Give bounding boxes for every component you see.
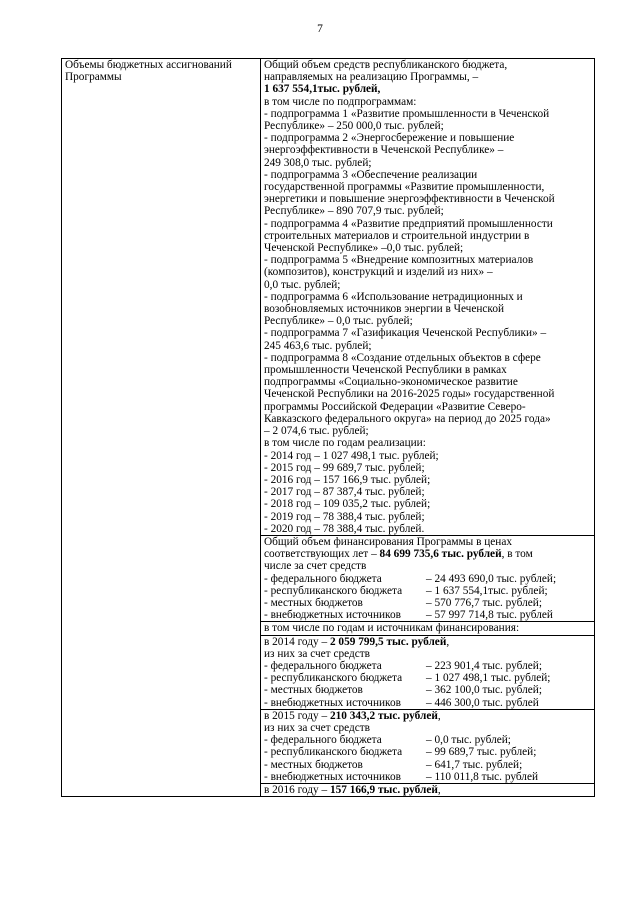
section-year-2014	[261, 635, 595, 709]
by-years-heading: в том числе по годам и источникам финансирования:	[264, 622, 520, 635]
subprogram-line: 249 308,0 тыс. рублей;	[264, 156, 372, 169]
funding-source-line	[264, 759, 591, 771]
year-line: - 2015 год – 99 689,7 тыс. рублей;	[264, 461, 425, 474]
subprogram-line: – 2 074,6 тыс. рублей;	[264, 425, 369, 438]
text-line: направляемых на реализацию Программы, –	[264, 71, 479, 84]
subprograms-intro: в том числе по подпрограммам:	[264, 95, 417, 108]
budget-table	[61, 58, 595, 797]
subprogram-line: - подпрограмма 2 «Энергосбережение и повышение	[264, 132, 515, 145]
total-republic: 1 637 554,1тыс. рублей,	[264, 83, 381, 96]
subprogram-line: - подпрограмма 5 «Внедрение композитных материалов	[264, 254, 534, 267]
funding-source-label: - республиканского бюджета	[264, 746, 403, 759]
funding-source-value: – 1 027 498,1 тыс. рублей;	[426, 672, 551, 685]
subprogram-line: 0,0 тыс. рублей;	[264, 278, 341, 291]
funding-source-line	[264, 684, 591, 696]
total-line-3: числе за счет средств	[264, 560, 367, 573]
text-line: Общий объем средств республиканского бюджета,	[264, 59, 508, 71]
total-amount: 84 699 735,6 тыс. рублей	[379, 548, 502, 561]
year-2016-header: в 2016 году – 157 166,9 тыс. рублей,	[264, 783, 441, 796]
year-line: - 2014 год – 1 027 498,1 тыс. рублей;	[264, 449, 439, 462]
funding-source-line	[264, 697, 591, 709]
subprogram-line: - подпрограмма 8 «Создание отдельных объектов в сфере	[264, 351, 541, 364]
funding-source-label: - республиканского бюджета	[264, 672, 403, 685]
funding-source-line	[264, 573, 591, 585]
funding-source-value: – 362 100,0 тыс. рублей;	[426, 684, 542, 697]
funding-source-label: - местных бюджетов	[264, 758, 363, 771]
row-label: Объемы бюджетных ассигнований Программы	[65, 59, 232, 84]
year-line: - 2017 год – 87 387,4 тыс. рублей;	[264, 486, 425, 499]
funding-source-line	[264, 771, 591, 783]
page-number: 7	[317, 23, 323, 35]
year-line: - 2016 год – 157 166,9 тыс. рублей;	[264, 473, 431, 486]
subprogram-line: энергоэффективности в Чеченской Республике» –	[264, 144, 504, 157]
funding-source-line	[264, 585, 591, 597]
funding-source-label: - внебюджетных источников	[264, 609, 401, 622]
year-2014-header: в 2014 году – 2 059 799,5 тыс. рублей,	[264, 635, 450, 648]
funding-source-value: – 57 997 714,8 тыс. рублей	[426, 609, 553, 622]
funding-source-line	[264, 672, 591, 684]
funding-source-line	[264, 597, 591, 609]
funding-source-label: - республиканского бюджета	[264, 584, 403, 597]
subprogram-line: Чеченской Республики на 2016-2025 годы» государственной	[264, 388, 555, 401]
funding-source-value: – 223 901,4 тыс. рублей;	[426, 659, 542, 672]
funding-source-line	[264, 609, 591, 621]
year-line: - 2019 год – 78 388,4 тыс. рублей;	[264, 510, 425, 523]
subprogram-line: - подпрограмма 7 «Газификация Чеченской Республики» –	[264, 327, 547, 340]
year-2014-sub: из них за счет средств	[264, 647, 371, 660]
funding-source-line	[264, 746, 591, 758]
funding-source-line	[264, 734, 591, 746]
year-2015-sub: из них за счет средств	[264, 721, 371, 734]
row-label-cell	[62, 59, 261, 797]
funding-source-label: - внебюджетных источников	[264, 770, 401, 783]
funding-source-value: – 446 300,0 тыс. рублей	[426, 696, 539, 709]
subprogram-line: подпрограммы «Социально-экономическое развитие	[264, 376, 518, 389]
subprogram-line: Республике» – 890 707,9 тыс. рублей;	[264, 205, 444, 218]
subprogram-line: промышленности Чеченской Республики в рамках	[264, 364, 507, 377]
funding-source-value: – 24 493 690,0 тыс. рублей;	[426, 572, 557, 585]
total-line-1: Общий объем финансирования Программы в ценах	[264, 535, 512, 548]
subprogram-line: строительных материалов и строительной индустрии в	[264, 229, 530, 242]
subprogram-line: Чеченской Республике» –0,0 тыс. рублей;	[264, 242, 464, 255]
section-year-2016	[261, 783, 595, 796]
section-by-years-heading	[261, 622, 595, 635]
subprogram-line: Республике» – 0,0 тыс. рублей;	[264, 315, 413, 328]
subprogram-line: - подпрограмма 1 «Развитие промышленности в Чеченской	[264, 107, 550, 120]
funding-source-label: - внебюджетных источников	[264, 696, 401, 709]
subprogram-line: - подпрограмма 4 «Развитие предприятий промышленности	[264, 217, 553, 230]
subprogram-line: (композитов), конструкций и изделий из них» –	[264, 266, 493, 279]
funding-source-value: – 1 637 554,1тыс. рублей;	[426, 584, 548, 597]
funding-source-label: - федерального бюджета	[264, 659, 382, 672]
funding-source-value: – 570 776,7 тыс. рублей;	[426, 596, 542, 609]
years-intro: в том числе по годам реализации:	[264, 437, 426, 450]
funding-source-value: – 641,7 тыс. рублей;	[426, 758, 523, 771]
subprogram-line: Кавказского федерального округа» на период до 2025 года»	[264, 412, 551, 425]
subprogram-line: - подпрограмма 6 «Использование нетрадиционных и	[264, 290, 523, 303]
funding-source-value: – 110 011,8 тыс. рублей	[426, 770, 538, 783]
subprogram-line: возобновляемых источников энергии в Чеченской	[264, 303, 505, 316]
subprogram-line: программы Российской Федерации «Развитие Северо-	[264, 400, 526, 413]
subprogram-line: энергетики и повышение энергоэффективности в Чеченской	[264, 193, 555, 206]
subprogram-line: Республике» – 250 000,0 тыс. рублей;	[264, 120, 444, 133]
table-row	[62, 59, 595, 536]
funding-source-value: – 99 689,7 тыс. рублей;	[426, 746, 537, 759]
funding-source-label: - федерального бюджета	[264, 734, 382, 747]
funding-source-line	[264, 660, 591, 672]
section-republic-budget	[261, 59, 595, 536]
funding-source-value: – 0,0 тыс. рублей;	[426, 734, 511, 747]
total-line-2: соответствующих лет – 84 699 735,6 тыс. рублей, в том	[264, 548, 533, 561]
funding-source-label: - местных бюджетов	[264, 596, 363, 609]
section-year-2015	[261, 709, 595, 783]
subprogram-line: 245 463,6 тыс. рублей;	[264, 339, 372, 352]
funding-source-label: - местных бюджетов	[264, 684, 363, 697]
subprogram-line: государственной программы «Развитие промышленности,	[264, 181, 545, 194]
section-total-financing	[261, 535, 595, 621]
year-line: - 2020 год – 78 388,4 тыс. рублей.	[264, 522, 425, 535]
subprogram-line: - подпрограмма 3 «Обеспечение реализации	[264, 168, 478, 181]
year-2015-header: в 2015 году – 210 343,2 тыс. рублей,	[264, 709, 441, 722]
year-line: - 2018 год – 109 035,2 тыс. рублей;	[264, 498, 431, 511]
funding-source-label: - федерального бюджета	[264, 572, 382, 585]
